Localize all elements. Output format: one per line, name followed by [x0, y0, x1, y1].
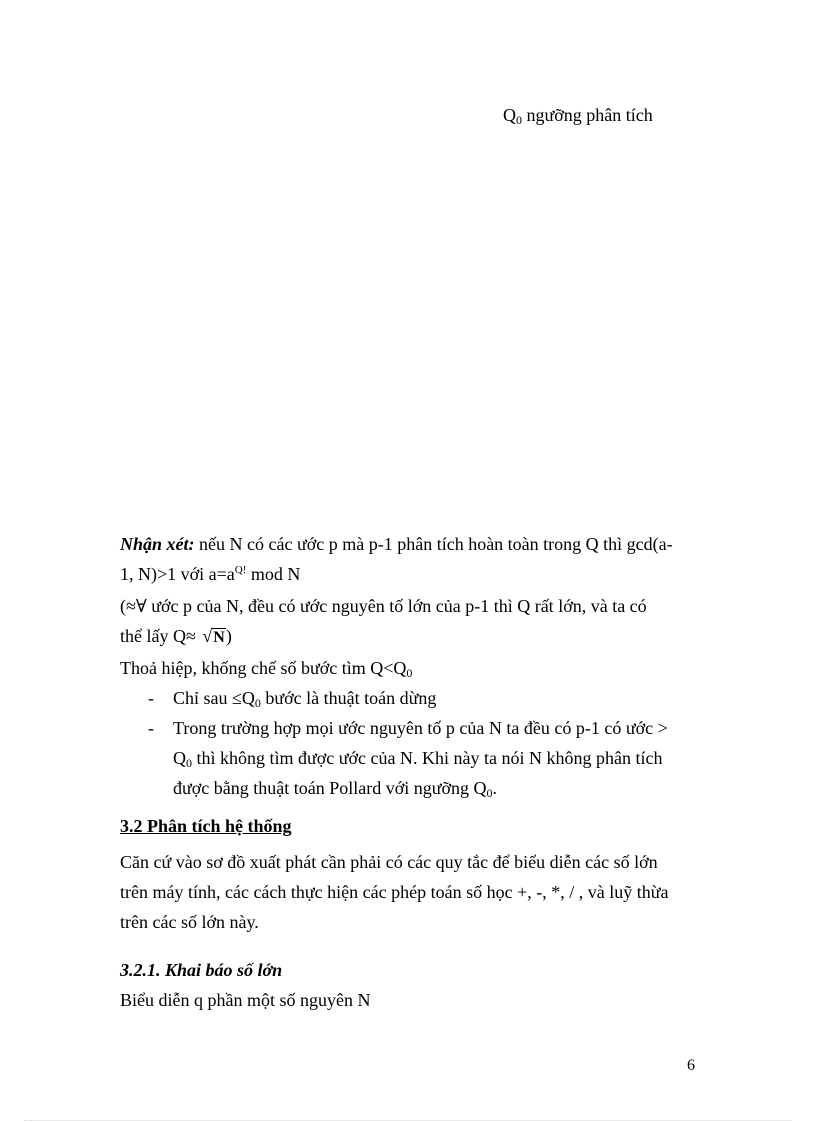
- bullet-item-2-line-2-post: thì không tìm được ước của N. Khi này ta nói N không phân tích: [192, 748, 663, 768]
- bullet-marker: -: [148, 688, 154, 708]
- section-heading-text: 3.2 Phân tích hệ thống: [120, 816, 292, 836]
- sqrt-expression: [200, 621, 225, 651]
- remark-line-4: [120, 621, 232, 651]
- remark-line-2: [120, 559, 300, 589]
- remark-line5-sub: 0: [406, 666, 413, 680]
- caption-q-sub: 0: [516, 113, 522, 127]
- page-number: 6: [687, 1057, 695, 1074]
- remark-line-3: (≈∀ ước p của N, đều có ước nguyên tố lớn của p-1 thì Q rất lớn, và ta có: [120, 596, 647, 616]
- remark-line2-post: mod N: [246, 564, 301, 584]
- remark-line4-post: ): [225, 626, 232, 646]
- remark-line4-pre: thể lấy Q≈: [120, 626, 201, 646]
- page-bottom-rule: [24, 1120, 792, 1121]
- bullet-item-1-text: [173, 683, 436, 713]
- remark-label: Nhận xét:: [120, 534, 195, 554]
- bullet-item-2-line-1: Trong trường hợp mọi ước nguyên tố p của N ta đều có p-1 có ước >: [173, 718, 668, 738]
- bullet-item-2-line-3-post: .: [492, 778, 498, 798]
- section-heading: [120, 811, 292, 841]
- remark-line5-pre: Thoả hiệp, khống chế số bước tìm Q<Q: [120, 658, 407, 678]
- sqrt-symbol: √: [202, 626, 213, 646]
- bullet-item-2-line-3-pre: được bằng thuật toán Pollard với ngưỡng Q: [173, 778, 487, 798]
- caption-text: ngưỡng phân tích: [522, 105, 653, 125]
- sqrt-radicand: N: [213, 629, 225, 646]
- remark-line-1: [120, 529, 673, 559]
- bullet-item-2-line-3-sub: 0: [486, 786, 493, 800]
- remark-line2-sup: Q!: [234, 564, 247, 576]
- subsection-line-1: Biểu diễn q phần một số nguyên N: [120, 990, 371, 1010]
- bullet-item-2-line-3: [173, 773, 497, 803]
- remark-line1-text: nếu N có các ước p mà p-1 phân tích hoàn toàn trong Q thì gcd(a-: [194, 534, 673, 554]
- bullet-item-1-post: bước là thuật toán dừng: [260, 688, 437, 708]
- subsection-heading: 3.2.1. Khai báo số lớn: [120, 960, 283, 980]
- bullet-item-2-line-2-pre: Q: [173, 748, 186, 768]
- figure-caption: [503, 100, 653, 130]
- bullet-item-2-line-2-sub: 0: [186, 756, 192, 770]
- section-para-line-2: trên máy tính, các cách thực hiện các phép toán số học +, -, *, / , và luỹ thừa: [120, 882, 669, 902]
- section-para-line-1: Căn cứ vào sơ đồ xuất phát cần phải có các quy tắc để biểu diễn các số lớn: [120, 852, 658, 872]
- bullet-marker: -: [148, 718, 154, 738]
- bullet-item-1-pre: Chỉ sau ≤Q: [173, 688, 255, 708]
- caption-q: Q: [503, 105, 516, 125]
- remark-line-5: [120, 653, 412, 683]
- bullet-item-1-sub: 0: [254, 696, 261, 710]
- bullet-item-2-line-2: [173, 743, 662, 773]
- section-para-line-3: trên các số lớn này.: [120, 912, 259, 932]
- remark-line2-pre: 1, N)>1 với a=a: [120, 564, 235, 584]
